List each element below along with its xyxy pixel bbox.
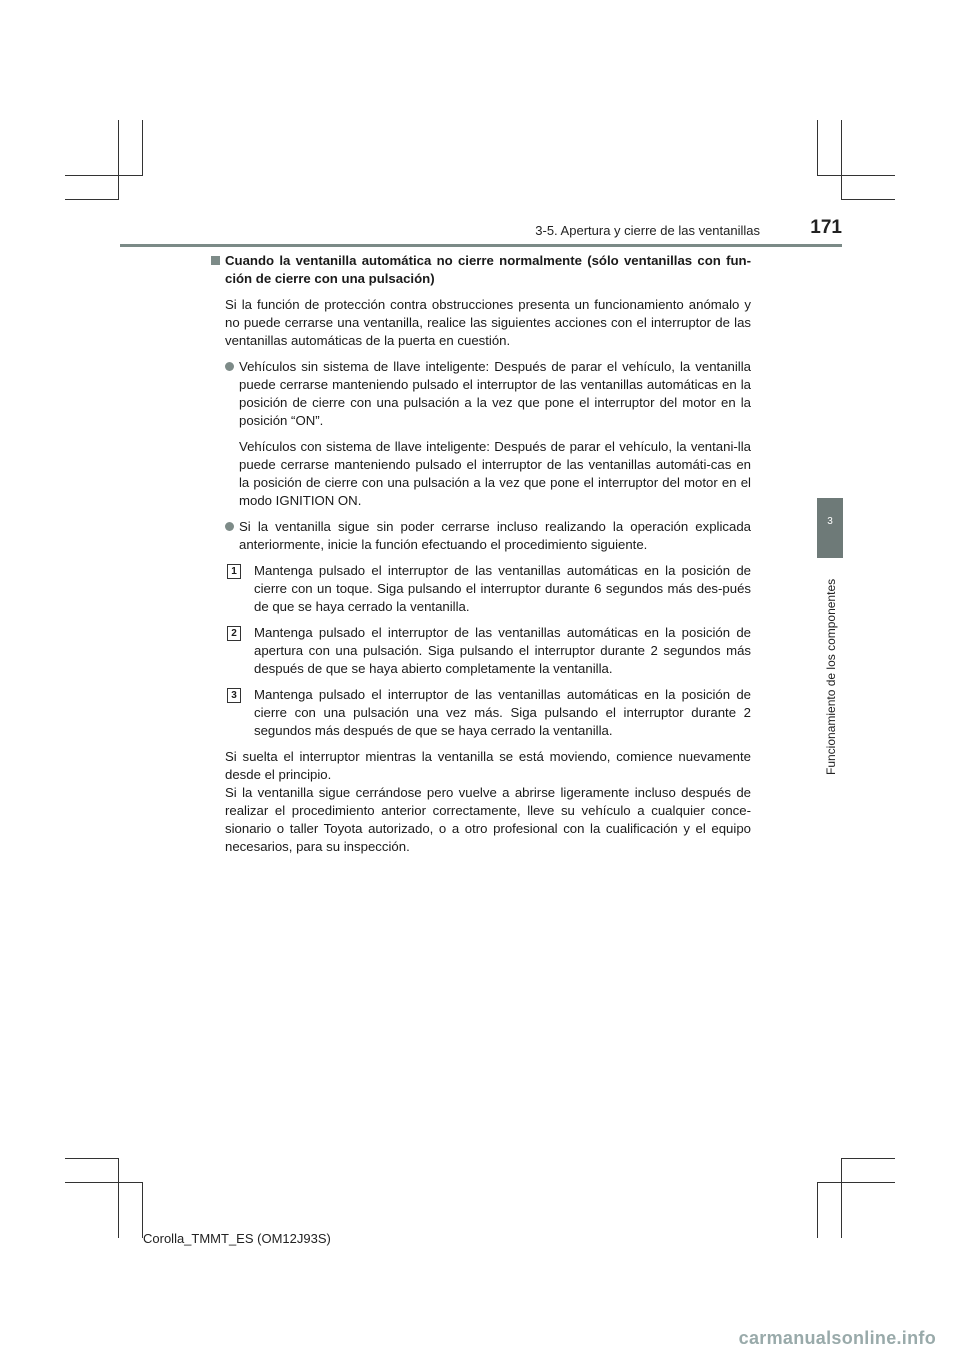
bullet-sub-paragraph: Vehículos con sistema de llave inteligente: Después de parar el vehículo, la ventani-lla puede cerrarse manteniendo pulsado el interruptor de las ventanillas automáti-cas en la posición de cierre con una pulsación a la vez que pone el interruptor del motor en el modo IGNITION ON. [239, 439, 751, 508]
step-number-badge: 3 [227, 688, 241, 703]
closing-paragraph: Si la ventanilla sigue cerrándose pero vuelve a abrirse ligeramente incluso después de realizar el procedimiento anterior correctamente, lleve su vehículo a cualquier conce-sionario o taller Toyota autorizado, o a otro profesional con la cualificación y el equipo necesarios, para su inspección. [225, 785, 751, 854]
crop-mark [817, 120, 818, 175]
intro-paragraph: Si la función de protección contra obstrucciones presenta un funcionamiento anómalo y no puede cerrarse una ventanilla, realice las siguientes acciones con el interruptor de las ventanillas automáticas de la puerta en cuestión. [225, 297, 751, 348]
crop-mark [65, 1182, 143, 1183]
chapter-tab [817, 498, 843, 558]
page-header [120, 217, 842, 247]
bullet-text: Vehículos sin sistema de llave inteligente: Después de parar el vehículo, la ventanilla puede cerrarse manteniendo pulsado el interruptor de las ventanillas automáticas en la posición de cierre con una pulsación a la vez que pone el interruptor del motor en la posición “ON”. [239, 359, 751, 428]
step-item [211, 686, 751, 740]
crop-mark [817, 1183, 818, 1238]
crop-mark [841, 199, 895, 200]
bullet-item [211, 518, 751, 554]
step-number-badge: 1 [227, 564, 241, 579]
chapter-number: 3 [827, 516, 833, 527]
heading-text: Cuando la ventanilla automática no cierre normalmente (sólo ventanillas con fun-ción de cierre con una pulsación) [225, 253, 751, 286]
crop-mark [841, 1158, 895, 1159]
crop-mark [142, 1183, 143, 1238]
main-content [211, 252, 751, 856]
crop-mark [65, 199, 119, 200]
closing-paragraph: Si suelta el interruptor mientras la ventanilla se está moviendo, comience nuevamente desde el principio. [225, 749, 751, 782]
watermark-text: carmanualsonline.info [738, 1328, 936, 1348]
section-heading [211, 252, 751, 288]
square-bullet-icon [211, 256, 220, 265]
crop-mark [65, 175, 143, 176]
step-item [211, 624, 751, 678]
document-id: Corolla_TMMT_ES (OM12J93S) [143, 1231, 331, 1246]
crop-mark [817, 175, 895, 176]
bullet-item [211, 358, 751, 430]
circle-bullet-icon [225, 362, 234, 371]
step-text: Mantenga pulsado el interruptor de las ventanillas automáticas en la posición de apertura con una pulsación. Siga pulsando el interruptor durante 2 segundos más después de que se haya abierto completamente la ventanilla. [254, 625, 751, 676]
header-divider [120, 244, 842, 247]
crop-mark [65, 1158, 119, 1159]
page-number: 171 [810, 217, 842, 238]
circle-bullet-icon [225, 522, 234, 531]
crop-mark [118, 120, 119, 200]
bullet-text: Si la ventanilla sigue sin poder cerrarse incluso realizando la operación explicada anteriormente, inicie la función efectuando el procedimiento siguiente. [239, 519, 751, 552]
crop-mark [841, 1158, 842, 1238]
section-title: 3-5. Apertura y cierre de las ventanillas [535, 223, 760, 238]
crop-mark [118, 1158, 119, 1238]
crop-mark [841, 120, 842, 200]
step-item [211, 562, 751, 616]
crop-mark [817, 1182, 895, 1183]
step-number-badge: 2 [227, 626, 241, 641]
step-text: Mantenga pulsado el interruptor de las ventanillas automáticas en la posición de cierre con una pulsación una vez más. Siga pulsando el interruptor durante 2 segundos más después de que se haya cerrado la ventanilla. [254, 687, 751, 738]
crop-mark [142, 120, 143, 175]
step-text: Mantenga pulsado el interruptor de las ventanillas automáticas en la posición de cierre con un toque. Siga pulsando el interruptor durante 6 segundos más des-pués de que se haya cerrado la ventanilla. [254, 563, 751, 614]
chapter-title: Funcionamiento de los componentes [824, 578, 838, 775]
